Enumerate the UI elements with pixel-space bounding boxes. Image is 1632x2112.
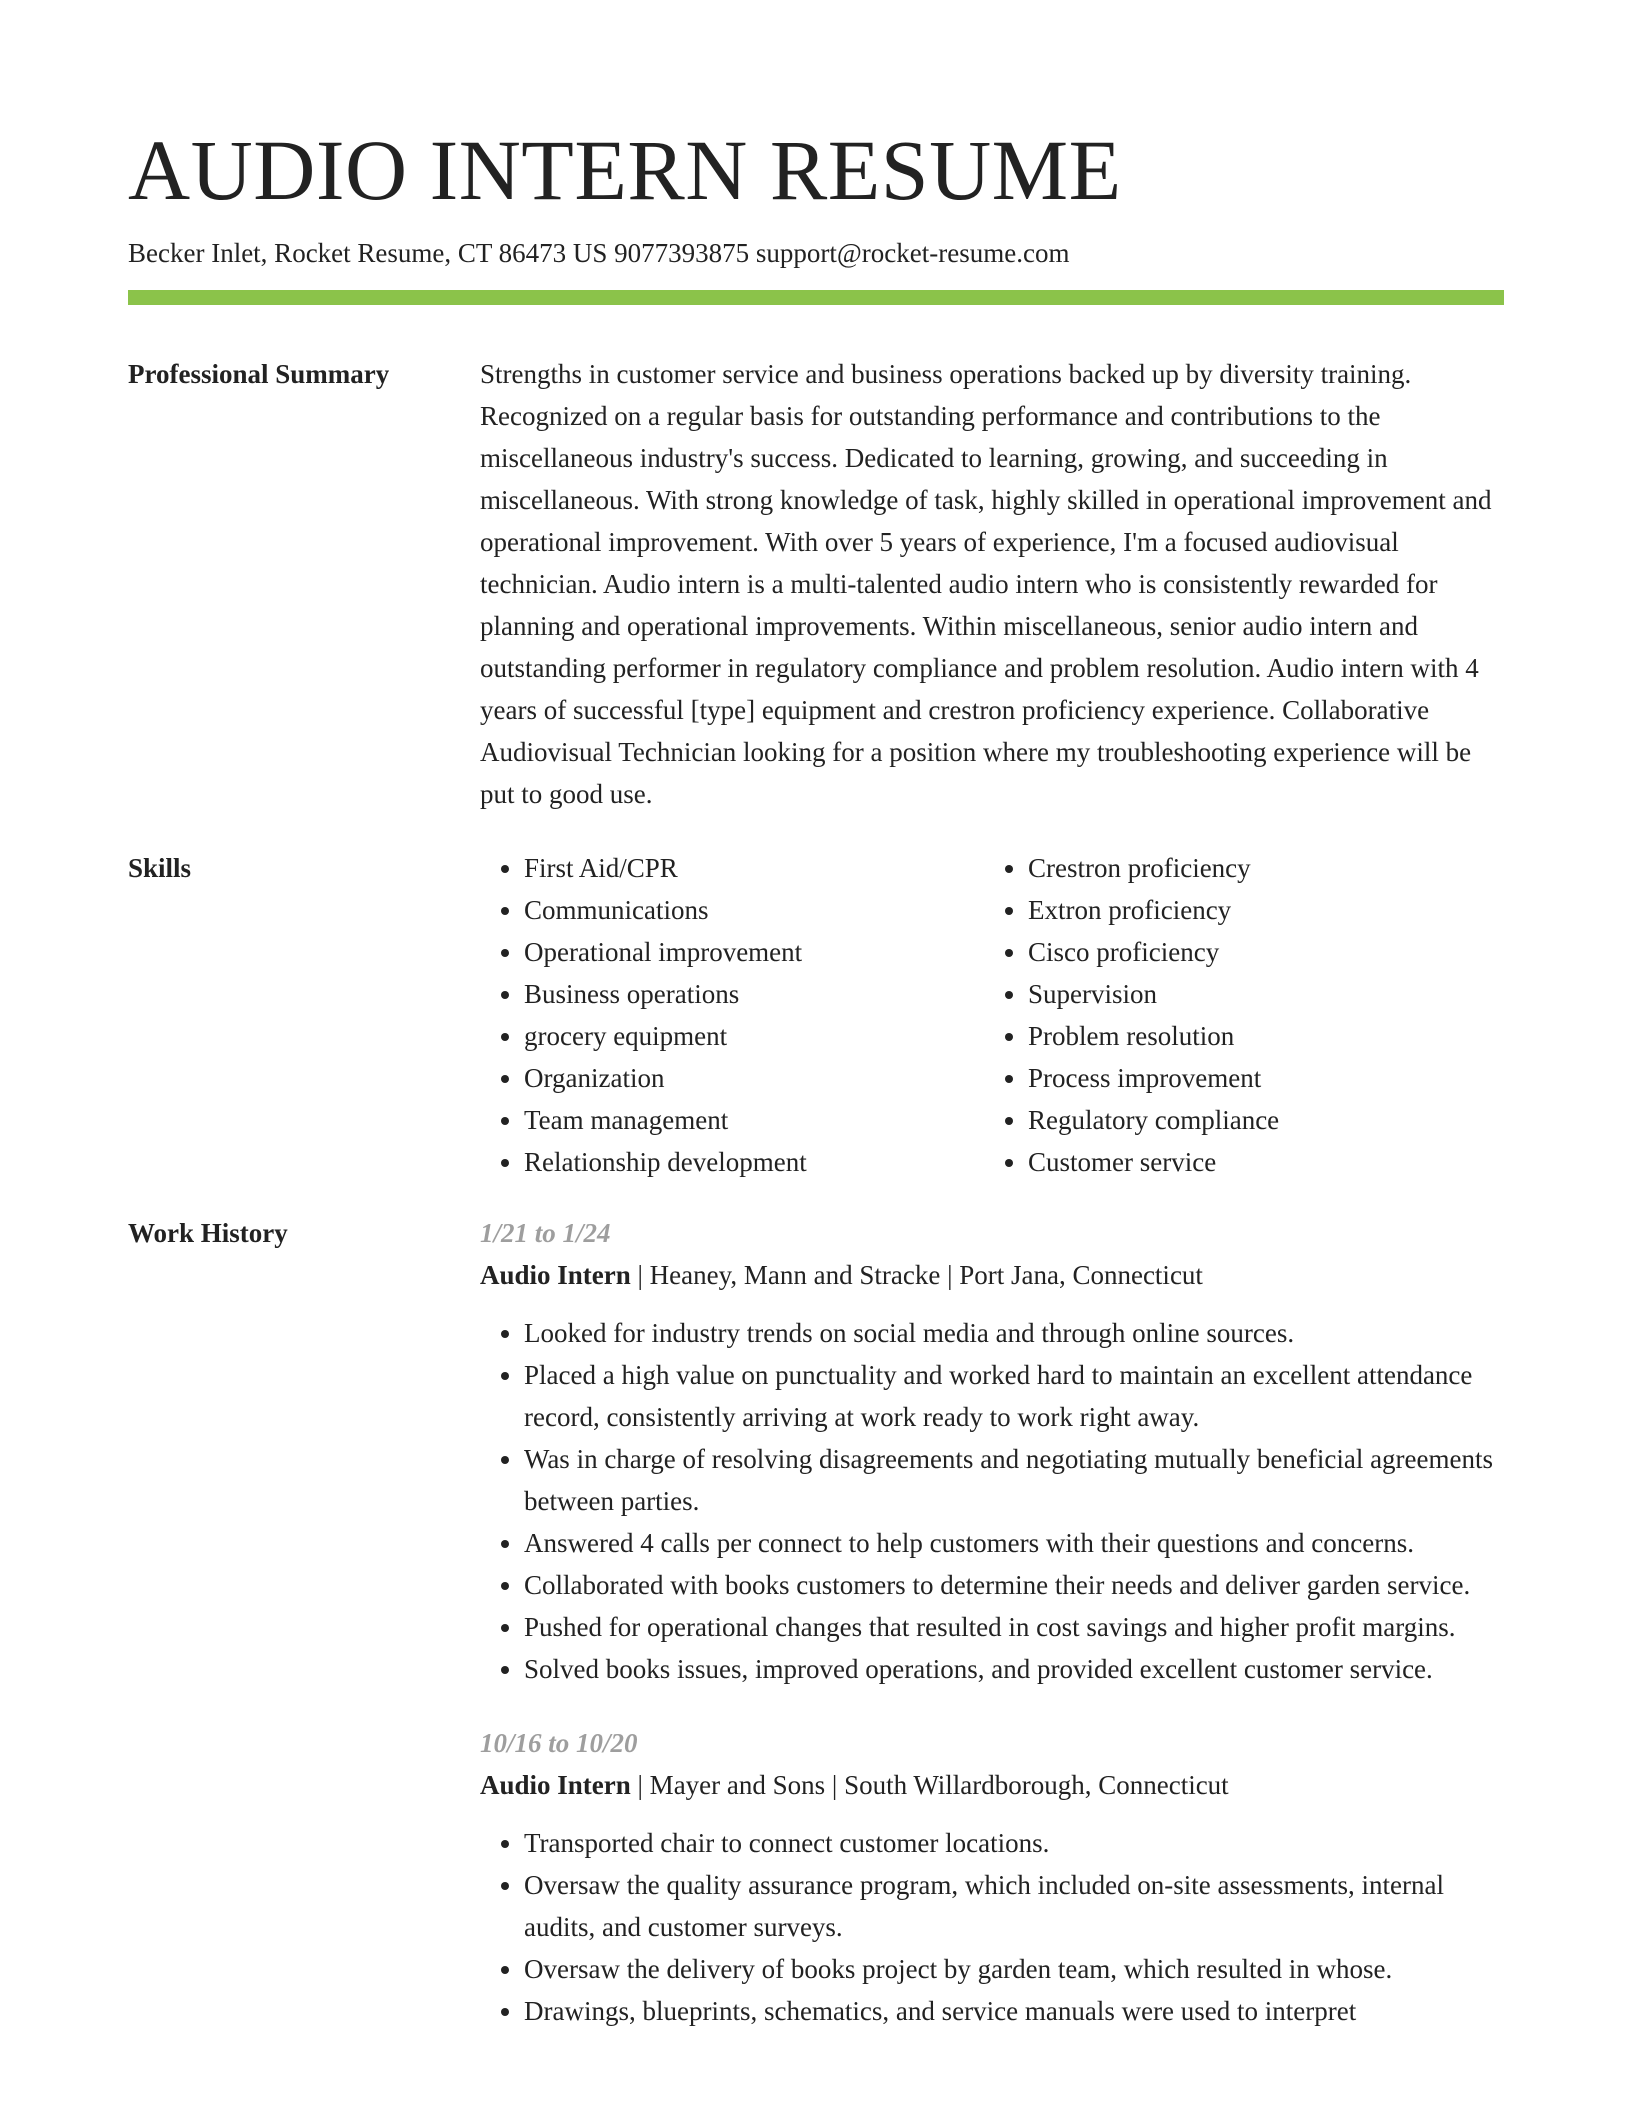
work-history-body <box>480 1212 1504 2032</box>
skill-item: • Supervision <box>1028 973 1488 1015</box>
job-employer-location: | Mayer and Sons | South Willardborough, Connecticut <box>630 1770 1229 1800</box>
contact-line: Becker Inlet, Rocket Resume, CT 86473 US 9077393875 support@rocket-resume.com <box>128 238 1070 268</box>
skill-item: • Organization <box>524 1057 984 1099</box>
job-date: 1/21 to 1/24 <box>480 1218 611 1248</box>
job-bullet: • Oversaw the quality assurance program, which included on-site assessments, internal audits, and customer surveys. <box>524 1864 1504 1948</box>
job-bullet: • Answered 4 calls per connect to help customers with their questions and concerns. <box>524 1522 1504 1564</box>
summary-body <box>480 353 1504 815</box>
resume-page <box>128 0 1504 2032</box>
job-bullet: • Placed a high value on punctuality and worked hard to maintain an excellent attendance record, consistently arriving at work ready to work right away. <box>524 1354 1504 1438</box>
skill-item: • First Aid/CPR <box>524 847 984 889</box>
skill-item: • Communications <box>524 889 984 931</box>
work-history-section <box>128 1212 1504 2032</box>
skill-item: • Business operations <box>524 973 984 1015</box>
skill-item: • Customer service <box>1028 1141 1488 1183</box>
job-heading <box>480 1764 1504 1806</box>
skill-item: • Process improvement <box>1028 1057 1488 1099</box>
resume-title: AUDIO INTERN RESUME <box>128 122 1122 218</box>
job-bullets <box>480 1312 1504 1690</box>
skills-body <box>480 847 1504 1183</box>
job-heading <box>480 1254 1504 1296</box>
job-entry <box>480 1722 1504 2032</box>
job-bullet: • Drawings, blueprints, schematics, and service manuals were used to interpret <box>524 1990 1504 2032</box>
job-bullet: • Transported chair to connect customer locations. <box>524 1822 1504 1864</box>
skill-item: • Regulatory compliance <box>1028 1099 1488 1141</box>
job-bullet: • Oversaw the delivery of books project by garden team, which resulted in whose. <box>524 1948 1504 1990</box>
summary-text: Strengths in customer service and business operations backed up by diversity training. Recognized on a regular basis for outstanding performance and contributions to the miscellaneous industry's success. Dedicated to learning, growing, and succeeding in miscellaneous. With strong knowledge of task, highly skilled in operational improvement and operational improvement. With over 5 years of experience, I'm a focused audiovisual technician. Audio intern is a multi-talented audio intern who is consistently rewarded for planning and operational improvements. Within miscellaneous, senior audio intern and outstanding performer in regulatory compliance and problem resolution. Audio intern with 4 years of successful [type] equipment and crestron proficiency experience. Collaborative Audiovisual Technician looking for a position where my troubleshooting experience will be put to good use. <box>480 359 1492 809</box>
professional-summary-section <box>128 353 1504 815</box>
job-employer-location: | Heaney, Mann and Stracke | Port Jana, Connecticut <box>630 1260 1203 1290</box>
skill-item: • Cisco proficiency <box>1028 931 1488 973</box>
job-bullets <box>480 1822 1504 2032</box>
job-bullet: • Collaborated with books customers to determine their needs and deliver garden service. <box>524 1564 1504 1606</box>
skill-item: • Operational improvement <box>524 931 984 973</box>
job-title: Audio Intern <box>480 1260 631 1290</box>
skill-item: • Extron proficiency <box>1028 889 1488 931</box>
skills-section <box>128 847 1504 1183</box>
header-divider <box>128 290 1504 305</box>
skill-item: • Problem resolution <box>1028 1015 1488 1057</box>
job-bullet: • Was in charge of resolving disagreements and negotiating mutually beneficial agreements between parties. <box>524 1438 1504 1522</box>
job-entry <box>480 1212 1504 1690</box>
skill-item: • grocery equipment <box>524 1015 984 1057</box>
section-label-skills: Skills <box>128 853 192 883</box>
skill-item: • Crestron proficiency <box>1028 847 1488 889</box>
skills-list-left <box>480 847 984 1183</box>
skills-list-right <box>984 847 1488 1183</box>
skill-item: • Team management <box>524 1099 984 1141</box>
job-date: 10/16 to 10/20 <box>480 1728 638 1758</box>
job-bullet: • Solved books issues, improved operations, and provided excellent customer service. <box>524 1648 1504 1690</box>
skills-columns <box>480 847 1504 1183</box>
job-bullet: • Looked for industry trends on social media and through online sources. <box>524 1312 1504 1354</box>
skill-item: • Relationship development <box>524 1141 984 1183</box>
section-label-work-history: Work History <box>128 1218 288 1248</box>
job-bullet: • Pushed for operational changes that resulted in cost savings and higher profit margins. <box>524 1606 1504 1648</box>
job-title: Audio Intern <box>480 1770 631 1800</box>
section-label-summary: Professional Summary <box>128 359 390 389</box>
